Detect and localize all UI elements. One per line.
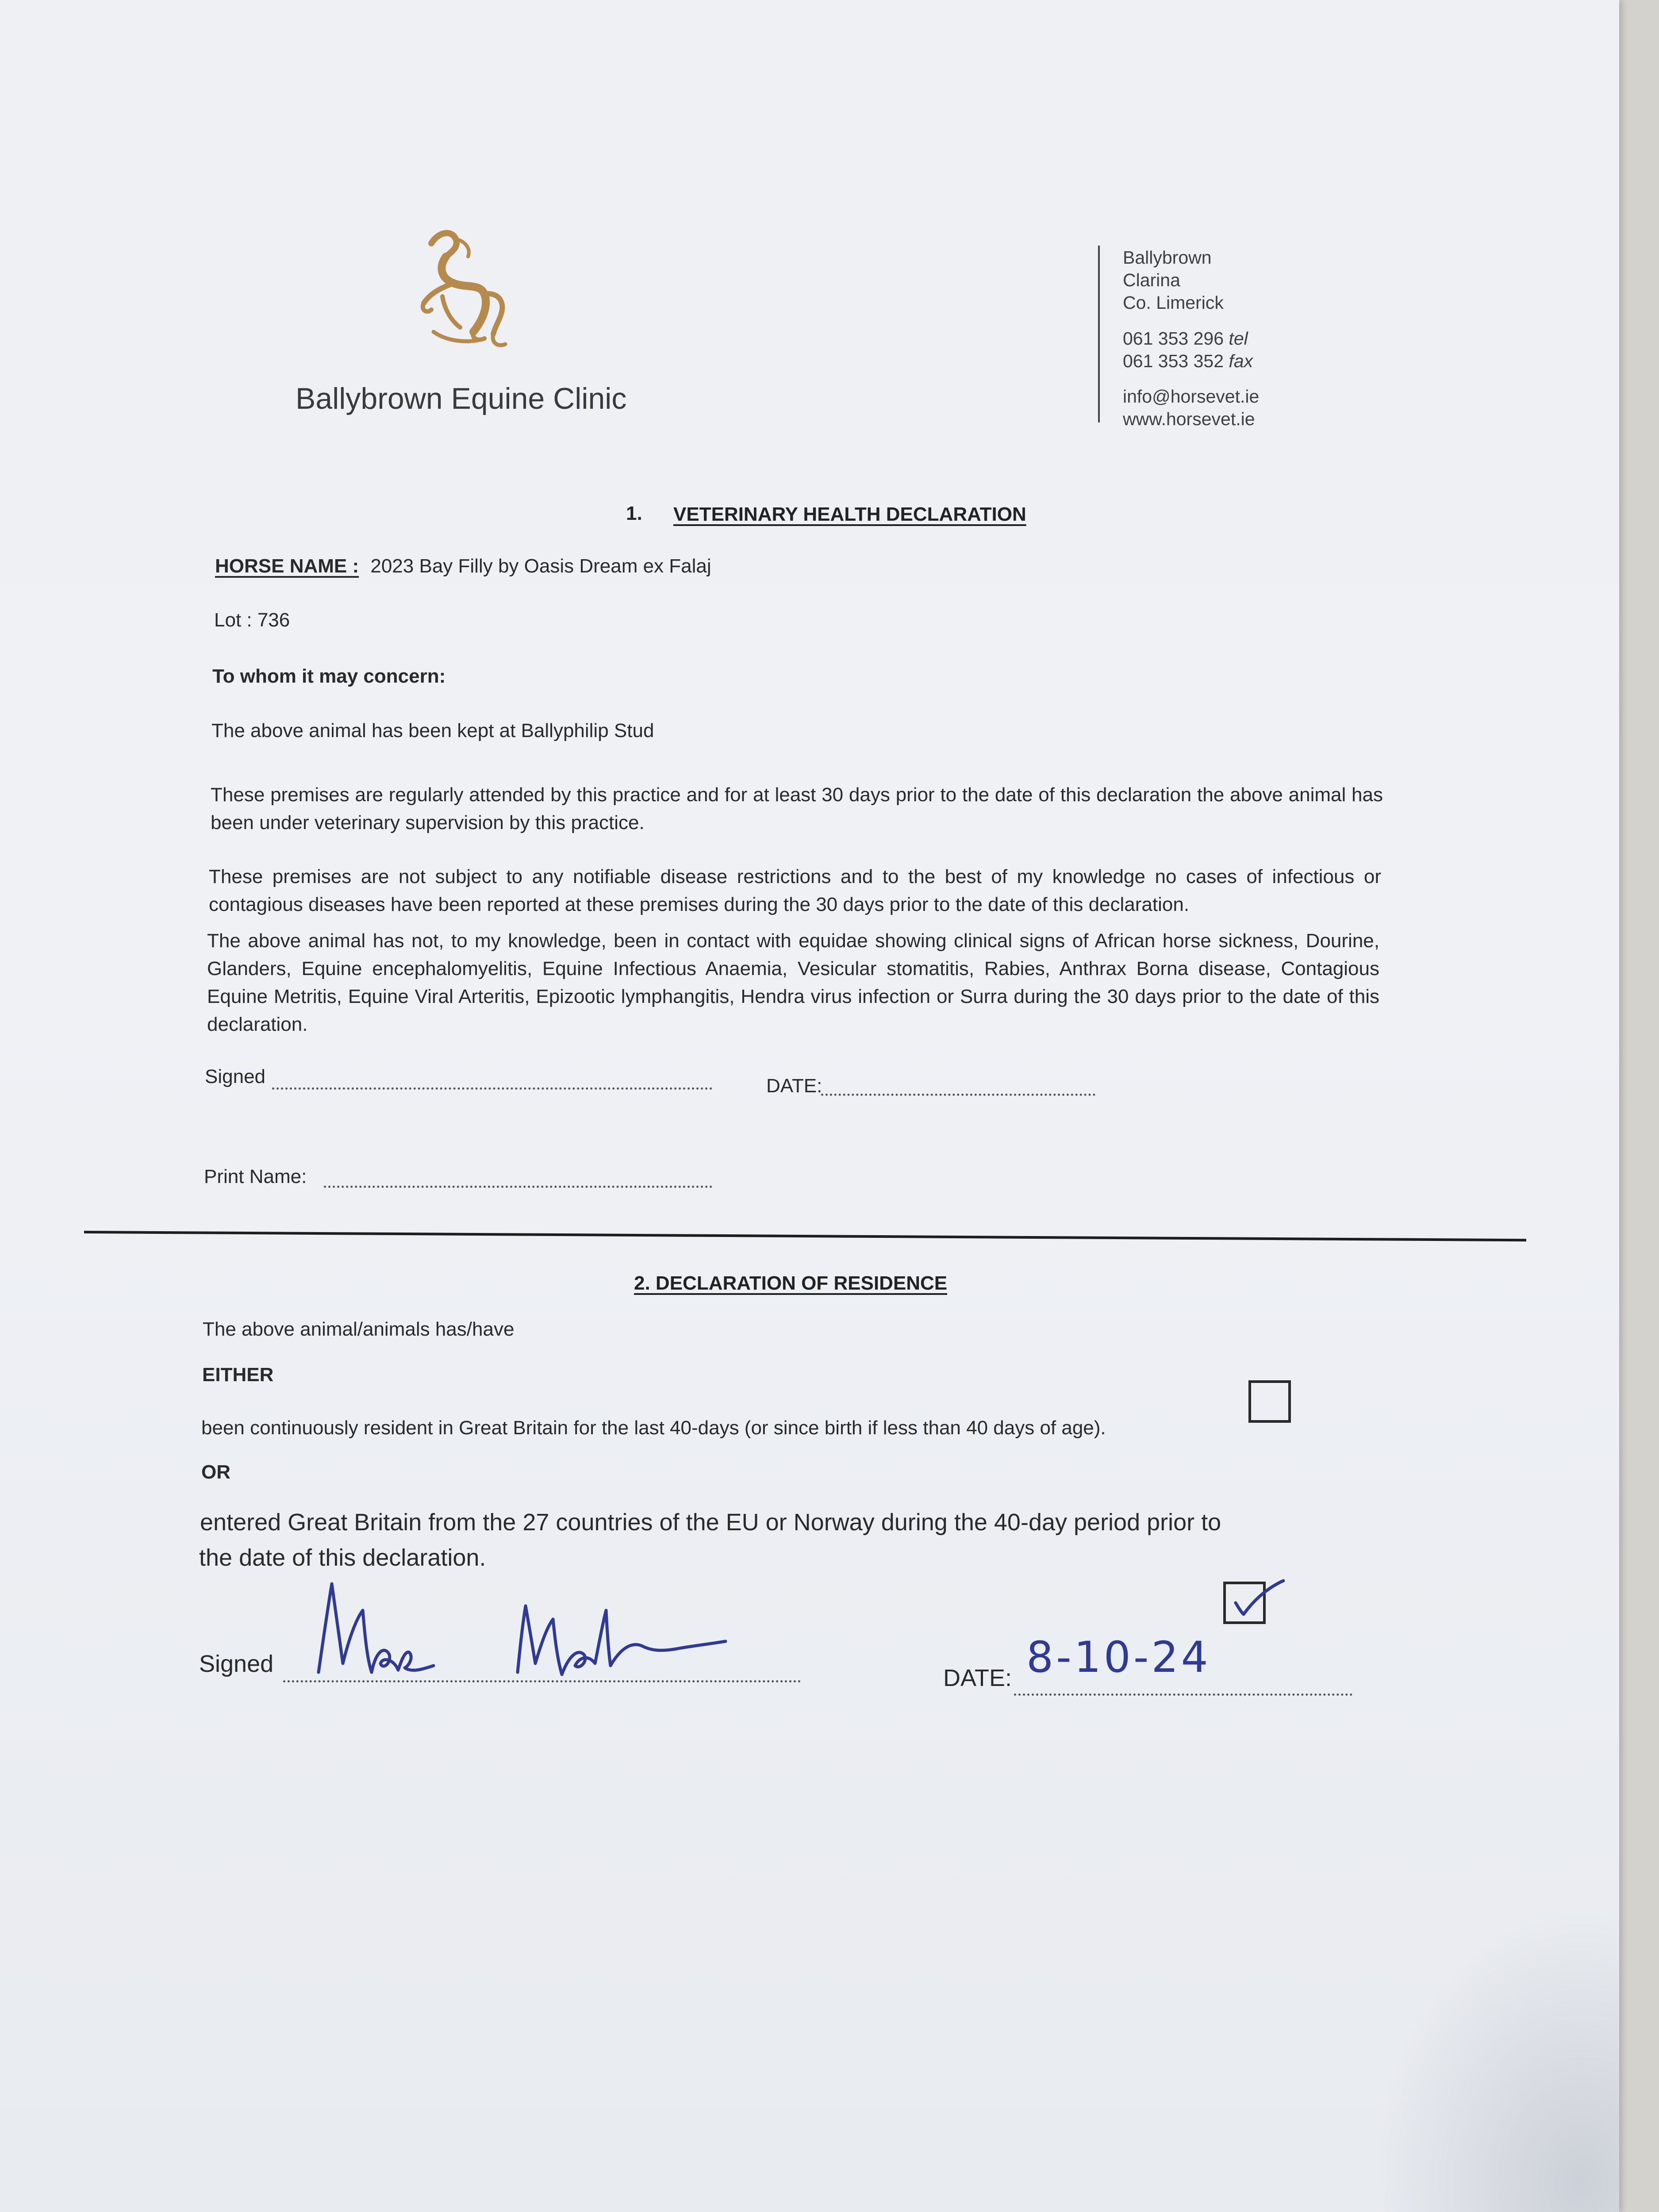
section1-signed-label: Signed bbox=[205, 1066, 266, 1087]
section2-signed-label: Signed bbox=[199, 1651, 274, 1677]
section-divider bbox=[84, 1231, 1526, 1241]
print-name-line[interactable] bbox=[324, 1186, 712, 1188]
section2-date-line[interactable] bbox=[1014, 1694, 1352, 1696]
fax-number: 061 353 352 bbox=[1123, 351, 1224, 371]
handwritten-date: 8-10-24 bbox=[1026, 1632, 1211, 1682]
or-label: OR bbox=[201, 1461, 230, 1483]
fax-line bbox=[1123, 352, 1253, 370]
horse-name-row bbox=[215, 552, 711, 580]
option1-text: been continuously resident in Great Britain for the last 40-days (or since birth if less than 40 days of age). bbox=[201, 1417, 1106, 1439]
option2-checkbox[interactable] bbox=[1223, 1582, 1266, 1624]
either-label: EITHER bbox=[202, 1364, 274, 1386]
paragraph-disease-contact: The above animal has not, to my knowledge, been in contact with equidae showing clinical signs of African horse sickness, Dourine, Glanders, Equine encephalomyelitis, Equine Infectious Anaemia, Vesicular stomatitis, Rabies, Anthrax Borna disease, Contagious Equine Metritis, Equine Viral Arteritis, Epizootic lymphangitis, Hendra virus infection or Surra during the 30 days prior to the date of this declaration. bbox=[207, 930, 1379, 1035]
section2-date-label: DATE: bbox=[943, 1665, 1012, 1691]
section1-number: 1. bbox=[626, 503, 642, 524]
email-link: info@horsevet.ie bbox=[1123, 386, 1260, 407]
address-line-2: Clarina bbox=[1123, 270, 1180, 290]
address-line-1: Ballybrown bbox=[1123, 247, 1212, 268]
kept-at-text: The above animal has been kept at Ballyphilip Stud bbox=[211, 720, 654, 741]
fax-label: fax bbox=[1229, 351, 1253, 371]
address-line-3: Co. Limerick bbox=[1123, 292, 1224, 313]
page-shadow bbox=[1371, 1902, 1619, 2212]
horse-logo-icon bbox=[389, 226, 513, 354]
section1-signature-line[interactable] bbox=[272, 1087, 712, 1090]
paragraph-restrictions: These premises are not subject to any notifiable disease restrictions and to the best of my knowledge no cases of infectious or contagious diseases have been reported at these premises during the 30 days prior to the date of this declaration. bbox=[209, 866, 1381, 915]
horse-name-label: HORSE NAME : bbox=[215, 555, 359, 577]
lot-number: Lot : 736 bbox=[214, 609, 290, 631]
clinic-name: Ballybrown Equine Clinic bbox=[296, 382, 627, 415]
section1-date-line[interactable] bbox=[821, 1094, 1095, 1096]
residence-intro: The above animal/animals has/have bbox=[203, 1318, 515, 1340]
website-link: www.horsevet.ie bbox=[1123, 409, 1255, 429]
horse-name-value: 2023 Bay Filly by Oasis Dream ex Falaj bbox=[370, 555, 711, 577]
paragraph-supervision: These premises are regularly attended by this practice and for at least 30 days prior to the date of this declaration the above animal has been under veterinary supervision by this practice. bbox=[211, 784, 1383, 833]
tel-line bbox=[1123, 330, 1248, 348]
option2-text-line2: the date of this declaration. bbox=[199, 1544, 486, 1571]
letterhead-divider bbox=[1098, 246, 1100, 422]
section2-title: 2. DECLARATION OF RESIDENCE bbox=[634, 1272, 948, 1294]
tel-number: 061 353 296 bbox=[1123, 328, 1224, 349]
tel-label: tel bbox=[1229, 328, 1248, 349]
option1-checkbox[interactable] bbox=[1248, 1380, 1291, 1423]
section1-date-label: DATE: bbox=[766, 1075, 822, 1097]
section1-title: VETERINARY HEALTH DECLARATION bbox=[673, 503, 1026, 525]
handwritten-signature bbox=[305, 1575, 739, 1690]
salutation: To whom it may concern: bbox=[212, 665, 446, 687]
print-name-label: Print Name: bbox=[204, 1166, 307, 1187]
option2-text-line1: entered Great Britain from the 27 countries of the EU or Norway during the 40-day period prior to bbox=[200, 1509, 1221, 1536]
checkmark-icon bbox=[1226, 1575, 1288, 1624]
